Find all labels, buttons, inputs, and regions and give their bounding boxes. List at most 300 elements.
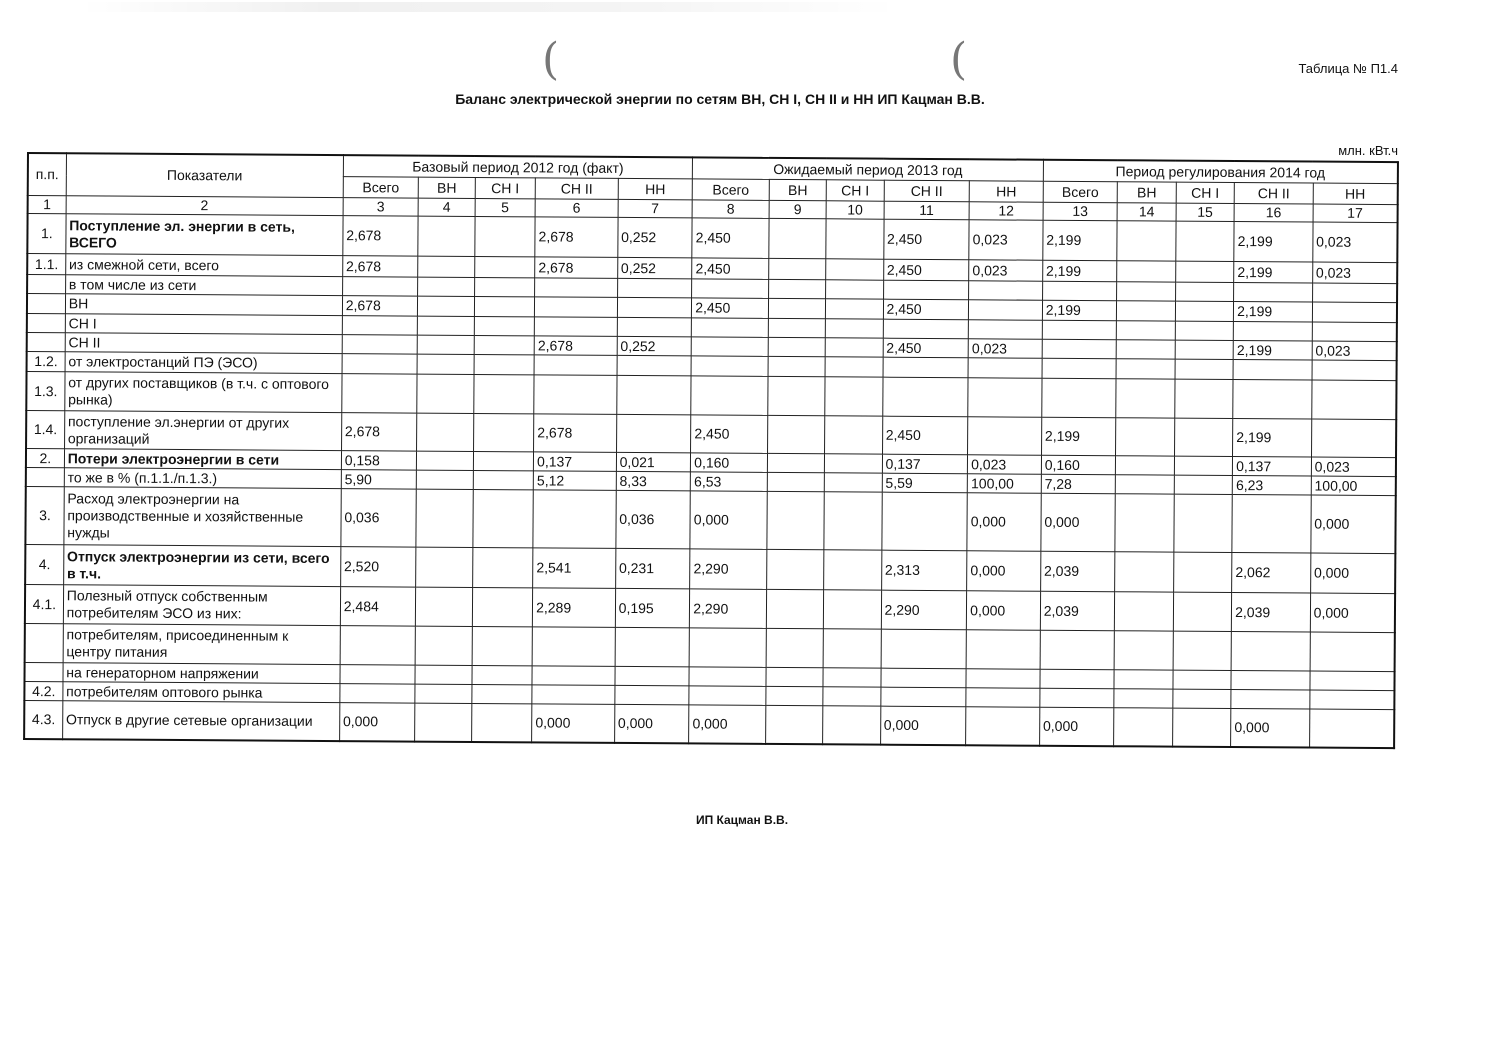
value-cell [475, 216, 536, 256]
column-number: 6 [535, 199, 618, 218]
value-cell [1172, 708, 1231, 746]
value-cell [1312, 302, 1397, 323]
row-indicator-name: потребителям, присоединенным к центру питания [63, 624, 340, 665]
value-cell: 2,450 [883, 219, 969, 260]
value-cell [691, 356, 768, 377]
row-index: 4.1. [25, 584, 64, 623]
column-number: 16 [1234, 204, 1313, 223]
value-cell: 0,000 [1039, 707, 1114, 745]
value-cell: 2,199 [1233, 341, 1312, 361]
value-cell [1312, 322, 1397, 342]
value-cell [1231, 631, 1310, 671]
column-number: 3 [343, 198, 419, 217]
energy-balance-table [23, 152, 1399, 749]
row-index: 1.3. [26, 372, 65, 411]
value-cell [880, 687, 966, 707]
value-cell: 2,450 [692, 298, 769, 319]
value-cell [1040, 669, 1115, 688]
value-cell [535, 297, 618, 318]
row-indicator-name: Отпуск электроэнергии из сети, всего в т.ч. [63, 545, 340, 587]
value-cell: 2,313 [881, 550, 967, 591]
value-cell [617, 278, 692, 297]
unit-label: млн. кВт.ч [1338, 143, 1398, 158]
row-indicator-name: СН II [65, 333, 342, 354]
value-cell [768, 337, 826, 356]
column-number: 5 [475, 198, 536, 216]
value-cell [824, 492, 882, 550]
value-cell [472, 665, 533, 684]
row-index: 3. [25, 486, 64, 544]
value-cell: 2,039 [1232, 593, 1311, 633]
value-cell: 0,000 [967, 493, 1041, 551]
value-cell [825, 454, 883, 473]
row-indicator-name: Потери электроэнергии в сети [64, 449, 341, 470]
row-indicator-name: Отпуск в другие сетевые организации [62, 701, 339, 741]
value-cell [769, 218, 827, 258]
value-cell [1116, 359, 1175, 379]
row-index: 1. [27, 214, 66, 254]
value-cell [615, 666, 690, 685]
value-cell: 2,450 [882, 416, 968, 455]
header-voltage-level: НН [969, 181, 1043, 202]
value-cell: 2,199 [1042, 300, 1117, 320]
value-cell [1312, 283, 1397, 303]
header-voltage-level: СН I [475, 177, 536, 198]
value-cell: 7,28 [1041, 474, 1116, 493]
value-cell [474, 256, 535, 277]
value-cell [1175, 282, 1234, 301]
row-index [27, 275, 65, 294]
value-cell: 2,678 [534, 336, 617, 356]
value-cell: 0,023 [1312, 262, 1397, 284]
value-cell [966, 707, 1040, 745]
value-cell [532, 627, 615, 667]
value-cell [969, 300, 1043, 320]
row-index: 2. [26, 449, 64, 468]
value-cell [1234, 283, 1313, 303]
value-cell: 0,195 [615, 588, 690, 627]
header-voltage-level: ВН [769, 179, 827, 200]
value-cell: 0,023 [968, 455, 1042, 474]
value-cell [826, 299, 884, 319]
value-cell [532, 666, 615, 686]
value-cell [968, 378, 1042, 417]
value-cell: 0,160 [1041, 455, 1116, 474]
value-cell [1309, 709, 1394, 748]
value-cell [1232, 495, 1311, 554]
value-cell: 0,023 [969, 220, 1043, 260]
value-cell [1311, 380, 1396, 420]
value-cell [1117, 282, 1176, 301]
column-number: 1 [28, 196, 66, 214]
row-index: 1.4. [26, 411, 65, 449]
row-index: 1.1. [27, 254, 65, 275]
value-cell: 2,039 [1040, 591, 1115, 630]
value-cell: 8,33 [616, 471, 691, 490]
value-cell [768, 279, 826, 298]
value-cell [689, 667, 766, 687]
value-cell [1233, 322, 1312, 342]
value-cell [534, 375, 617, 415]
value-cell [881, 629, 967, 669]
value-cell [416, 489, 473, 547]
punch-hole-mark: ( [542, 34, 560, 85]
row-index [25, 623, 64, 662]
column-number: 15 [1176, 203, 1235, 221]
header-voltage-level: СН II [1234, 183, 1313, 205]
value-cell: 2,039 [1040, 551, 1115, 591]
value-cell [1173, 689, 1232, 708]
value-cell [342, 374, 418, 414]
table-row [24, 700, 1394, 747]
value-cell [342, 277, 418, 297]
value-cell: 2,199 [1234, 222, 1313, 263]
value-cell [968, 417, 1042, 455]
value-cell: 2,678 [535, 217, 618, 258]
value-cell [417, 335, 474, 354]
value-cell [415, 626, 472, 665]
value-cell [767, 472, 825, 491]
row-indicator-name: в том числе из сети [65, 275, 342, 296]
value-cell: 5,59 [882, 473, 968, 493]
value-cell: 2,450 [883, 259, 969, 281]
value-cell [824, 550, 882, 590]
value-cell [1114, 631, 1173, 670]
value-cell [825, 357, 883, 377]
value-cell [765, 705, 823, 743]
value-cell [1042, 320, 1117, 339]
value-cell: 2,199 [1042, 260, 1117, 281]
value-cell [1116, 379, 1175, 418]
header-voltage-level: СН II [535, 178, 618, 200]
value-cell [418, 277, 475, 296]
row-indicator-name: поступление эл.энергии от других организаций [64, 411, 341, 451]
value-cell: 2,450 [883, 338, 969, 358]
value-cell [472, 684, 533, 703]
value-cell [473, 413, 534, 451]
value-cell [969, 320, 1043, 339]
value-cell: 100,00 [1311, 476, 1396, 496]
value-cell [1173, 631, 1232, 670]
value-cell: 0,000 [689, 705, 766, 744]
value-cell [1042, 378, 1117, 417]
value-cell: 0,000 [1311, 495, 1396, 554]
value-cell [533, 490, 616, 549]
value-cell [471, 703, 532, 741]
row-indicator-name: Поступление эл. энергии в сеть, ВСЕГО [66, 214, 343, 256]
value-cell [826, 219, 884, 259]
value-cell [534, 355, 617, 376]
value-cell [1117, 261, 1176, 282]
value-cell: 2,062 [1232, 553, 1311, 594]
value-cell [966, 630, 1040, 669]
value-cell: 0,023 [1311, 457, 1396, 477]
value-cell: 0,036 [616, 490, 691, 548]
value-cell [615, 627, 690, 666]
value-cell [824, 590, 882, 629]
value-cell [768, 376, 826, 415]
value-cell: 2,290 [690, 589, 767, 629]
value-cell: 2,199 [1234, 302, 1313, 323]
value-cell [825, 416, 883, 454]
value-cell [616, 375, 691, 414]
value-cell [535, 278, 618, 298]
value-cell [768, 298, 826, 318]
header-voltage-level: ВН [1118, 182, 1177, 203]
value-cell: 0,023 [1312, 341, 1397, 361]
value-cell: 0,137 [882, 454, 968, 474]
header-voltage-level: Всего [343, 177, 419, 199]
value-cell [1176, 221, 1235, 261]
value-cell: 2,678 [534, 414, 617, 453]
row-indicator-name: СН I [65, 314, 342, 335]
header-period-base: Базовый период 2012 год (факт) [343, 155, 693, 179]
value-cell [825, 377, 883, 416]
value-cell [692, 318, 769, 338]
value-cell [1310, 690, 1395, 710]
value-cell [691, 337, 768, 357]
value-cell: 0,000 [614, 704, 689, 742]
value-cell [883, 319, 969, 339]
value-cell [1174, 456, 1233, 475]
value-cell [342, 316, 418, 336]
value-cell: 0,000 [967, 551, 1041, 591]
value-cell [417, 451, 474, 470]
value-cell: 0,000 [1310, 553, 1395, 594]
value-cell [1174, 475, 1233, 494]
value-cell [534, 317, 617, 337]
row-index [24, 662, 62, 681]
value-cell [1114, 689, 1173, 708]
value-cell [1310, 671, 1395, 691]
value-cell: 0,137 [534, 452, 617, 472]
value-cell [417, 374, 474, 413]
value-cell: 6,53 [691, 472, 768, 492]
value-cell [881, 668, 967, 688]
value-cell: 6,23 [1232, 476, 1311, 496]
row-index: 4. [25, 544, 64, 584]
value-cell [474, 335, 535, 354]
value-cell: 2,199 [1233, 419, 1312, 458]
header-pp: п.п. [28, 153, 67, 196]
header-voltage-level: ВН [418, 177, 475, 198]
value-cell: 0,023 [1313, 222, 1398, 263]
value-cell: 2,289 [532, 588, 615, 628]
value-cell [1042, 358, 1117, 378]
value-cell [1174, 418, 1233, 456]
header-indicators: Показатели [66, 153, 343, 197]
value-cell: 0,000 [967, 591, 1041, 630]
value-cell [1231, 689, 1310, 709]
value-cell [418, 316, 475, 335]
value-cell: 2,199 [1041, 417, 1116, 455]
value-cell [1310, 632, 1395, 672]
row-indicator-name: потребителям оптового рынка [63, 682, 340, 703]
value-cell [616, 414, 691, 452]
value-cell: 2,678 [342, 256, 418, 278]
value-cell [417, 354, 474, 374]
value-cell [1115, 592, 1174, 631]
row-indicator-name: от других поставщиков (в т.ч. с оптового рынка) [65, 372, 342, 413]
value-cell: 100,00 [967, 474, 1041, 493]
value-cell [473, 489, 534, 547]
value-cell [1115, 494, 1174, 552]
value-cell: 5,12 [533, 471, 616, 491]
value-cell: 2,450 [691, 415, 768, 454]
header-voltage-level: СН I [1176, 182, 1235, 203]
value-cell [1042, 339, 1117, 358]
value-cell [1114, 708, 1173, 746]
header-voltage-level: НН [1313, 183, 1398, 205]
row-index: 4.3. [24, 700, 63, 738]
column-number: 14 [1117, 203, 1176, 221]
value-cell: 0,023 [968, 339, 1042, 358]
value-cell [823, 629, 881, 668]
column-number: 12 [969, 202, 1043, 220]
row-indicator-name: Полезный отпуск собственным потребителям ЭСО из них: [63, 585, 340, 626]
column-number: 17 [1313, 204, 1398, 223]
header-voltage-level: Всего [692, 179, 769, 201]
column-number: 10 [826, 201, 884, 219]
row-indicator-name: на генераторном напряжении [63, 663, 340, 684]
row-indicator-name: ВН [65, 294, 342, 316]
value-cell: 2,678 [341, 413, 417, 452]
punch-hole-mark: ( [950, 34, 968, 85]
value-cell: 2,678 [535, 257, 618, 279]
value-cell [1233, 360, 1312, 381]
value-cell [1312, 360, 1397, 381]
row-index: 4.2. [24, 681, 62, 700]
value-cell: 2,199 [1043, 220, 1118, 260]
value-cell: 2,290 [881, 590, 967, 630]
column-number: 9 [769, 200, 827, 218]
value-cell: 0,000 [880, 706, 966, 745]
row-index [27, 314, 65, 333]
value-cell [474, 354, 535, 374]
value-cell [532, 685, 615, 705]
value-cell [340, 684, 416, 704]
signature: ИП Кацман В.В. [695, 813, 789, 827]
value-cell [1175, 321, 1234, 340]
value-cell: 0,021 [616, 452, 691, 471]
value-cell: 0,000 [1310, 593, 1395, 633]
value-cell [826, 259, 884, 280]
value-cell [474, 316, 535, 335]
column-number: 11 [884, 201, 970, 220]
value-cell [1311, 419, 1396, 458]
value-cell: 0,158 [341, 451, 417, 471]
value-cell [1174, 494, 1233, 552]
column-number: 8 [692, 200, 769, 219]
row-indicator-name: то же в % (п.1.1./п.1.3.) [64, 468, 341, 489]
value-cell [1173, 670, 1232, 689]
scan-smudge [80, 2, 900, 12]
value-cell [1117, 321, 1176, 340]
value-cell: 0,231 [615, 548, 690, 588]
value-cell [766, 589, 824, 628]
value-cell: 2,290 [690, 549, 767, 590]
value-cell [968, 358, 1042, 378]
value-cell [1175, 261, 1234, 282]
value-cell: 2,678 [343, 216, 419, 257]
value-cell [824, 473, 882, 492]
value-cell [767, 453, 825, 472]
header-voltage-level: НН [618, 178, 693, 199]
value-cell [689, 686, 766, 706]
value-cell [473, 451, 534, 470]
value-cell: 0,252 [617, 336, 692, 355]
value-cell: 2,199 [1234, 262, 1313, 284]
value-cell [768, 356, 826, 376]
value-cell [472, 547, 533, 587]
header-voltage-level: Всего [1043, 181, 1118, 202]
value-cell [883, 357, 969, 378]
value-cell [1231, 670, 1310, 690]
value-cell [1114, 670, 1173, 689]
value-cell [472, 626, 533, 665]
value-cell [418, 216, 475, 256]
value-cell [1042, 281, 1117, 300]
value-cell [966, 669, 1040, 688]
header-period-regulation: Период регулирования 2014 год [1043, 160, 1398, 184]
value-cell [766, 549, 824, 589]
header-voltage-level: СН II [884, 180, 970, 202]
value-cell: 2,484 [340, 587, 416, 627]
value-cell [883, 280, 969, 300]
value-cell: 0,252 [618, 217, 693, 257]
value-cell: 2,541 [533, 548, 616, 589]
value-cell [472, 587, 533, 626]
value-cell [1175, 359, 1234, 379]
value-cell [473, 470, 534, 489]
value-cell: 0,000 [339, 703, 415, 742]
value-cell: 0,000 [690, 491, 767, 550]
row-indicator-name: из смежной сети, всего [65, 254, 342, 277]
value-cell [1116, 340, 1175, 359]
column-number: 7 [618, 199, 693, 217]
value-cell [823, 687, 881, 706]
value-cell [825, 319, 883, 338]
value-cell [1116, 475, 1175, 494]
value-cell: 0,000 [1041, 493, 1116, 551]
table-number: Таблица № П1.4 [1298, 61, 1398, 76]
value-cell [617, 297, 692, 317]
value-cell [617, 317, 692, 336]
value-cell [969, 281, 1043, 300]
value-cell: 5,90 [341, 470, 417, 490]
value-cell: 0,000 [532, 704, 615, 743]
value-cell [1233, 380, 1312, 420]
column-number: 2 [66, 196, 343, 216]
value-cell [767, 491, 825, 549]
value-cell [418, 256, 475, 277]
row-index [27, 333, 65, 352]
column-number: 13 [1043, 202, 1118, 220]
value-cell [1040, 688, 1115, 707]
value-cell [417, 413, 474, 451]
value-cell [1175, 379, 1234, 418]
value-cell [415, 684, 472, 703]
value-cell: 0,000 [1231, 708, 1310, 747]
value-cell [342, 354, 418, 375]
value-cell [966, 688, 1040, 707]
header-period-expected: Ожидаемый период 2013 год [693, 157, 1044, 181]
value-cell [767, 415, 825, 453]
value-cell [473, 374, 534, 413]
value-cell [342, 335, 418, 355]
value-cell [689, 628, 766, 668]
value-cell [415, 703, 472, 741]
